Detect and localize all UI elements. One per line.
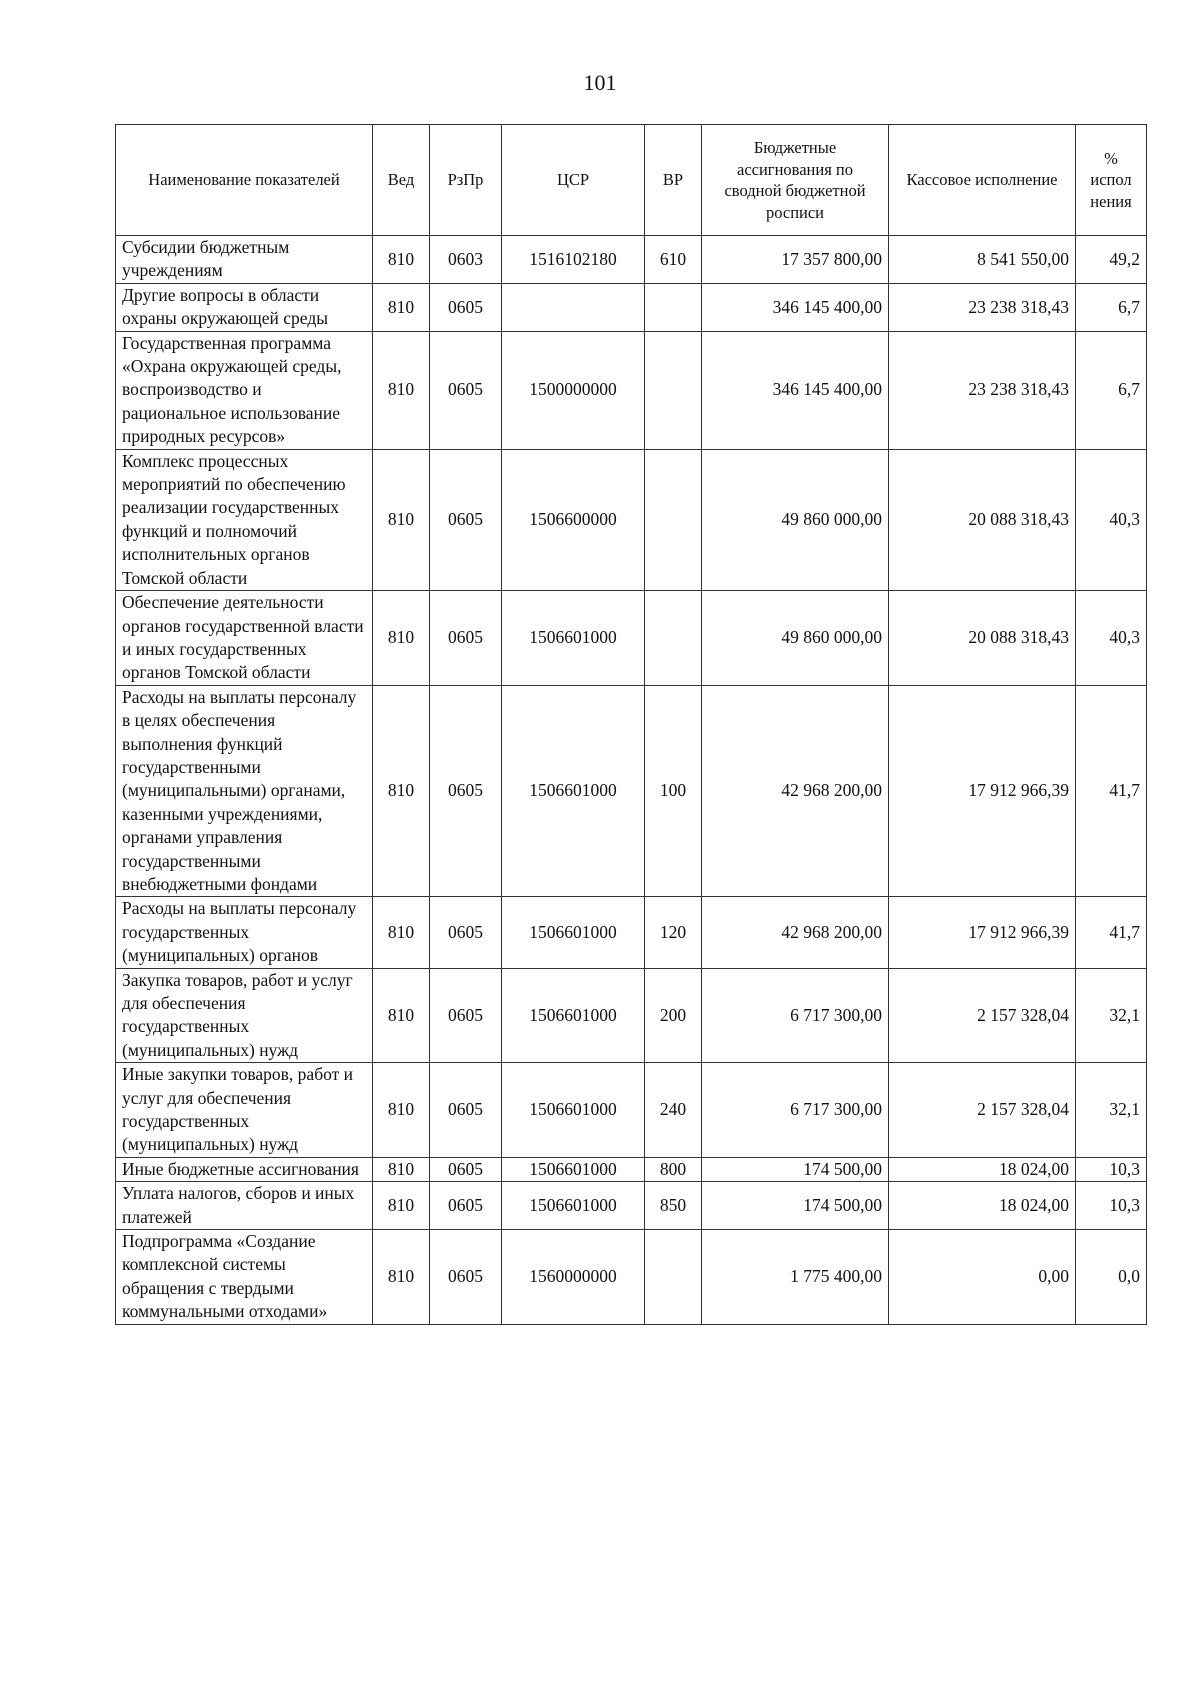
row-percent: 0,0 [1076,1230,1147,1325]
row-vr: 850 [645,1182,702,1230]
table-row [116,236,1147,284]
row-name: Подпрограмма «Создание комплексной системы обращения с твердыми коммунальными отходами» [116,1230,373,1325]
row-vr: 610 [645,236,702,284]
table-row [116,685,1147,897]
header-name: Наименование показателей [116,125,373,236]
table-row [116,449,1147,590]
row-cash: 20 088 318,43 [889,591,1076,686]
row-ved: 810 [373,591,430,686]
row-ved: 810 [373,1182,430,1230]
header-vr: ВР [645,125,702,236]
row-vr: 100 [645,685,702,897]
row-budget: 42 968 200,00 [702,897,889,968]
row-csr: 1506600000 [502,449,645,590]
row-rzpr: 0605 [430,591,502,686]
row-vr: 120 [645,897,702,968]
row-rzpr: 0605 [430,449,502,590]
row-rzpr: 0605 [430,1157,502,1181]
row-rzpr: 0605 [430,968,502,1063]
row-rzpr: 0605 [430,1063,502,1158]
table-row [116,1157,1147,1181]
row-budget: 174 500,00 [702,1182,889,1230]
row-csr: 1560000000 [502,1230,645,1325]
row-percent: 10,3 [1076,1157,1147,1181]
row-csr: 1506601000 [502,1063,645,1158]
header-csr: ЦСР [502,125,645,236]
row-csr: 1500000000 [502,331,645,449]
row-name: Уплата налогов, сборов и иных платежей [116,1182,373,1230]
row-rzpr: 0605 [430,897,502,968]
row-vr [645,283,702,331]
row-vr [645,331,702,449]
table-row [116,331,1147,449]
row-ved: 810 [373,1230,430,1325]
row-budget: 174 500,00 [702,1157,889,1181]
header-budget: Бюджетные ассигнования по сводной бюджетной росписи [702,125,889,236]
table-row [116,1182,1147,1230]
page-number: 101 [583,70,617,95]
row-cash: 8 541 550,00 [889,236,1076,284]
row-csr [502,283,645,331]
row-budget: 1 775 400,00 [702,1230,889,1325]
header-cash: Кассовое исполнение [889,125,1076,236]
row-percent: 40,3 [1076,449,1147,590]
row-name: Другие вопросы в области охраны окружающей среды [116,283,373,331]
row-budget: 49 860 000,00 [702,591,889,686]
row-percent: 32,1 [1076,968,1147,1063]
row-vr: 200 [645,968,702,1063]
header-ved: Вед [373,125,430,236]
table-row [116,1063,1147,1158]
row-csr: 1506601000 [502,591,645,686]
row-percent: 6,7 [1076,283,1147,331]
row-ved: 810 [373,449,430,590]
row-budget: 6 717 300,00 [702,968,889,1063]
header-percent: % испол нения [1076,125,1147,236]
row-budget: 17 357 800,00 [702,236,889,284]
row-cash: 23 238 318,43 [889,331,1076,449]
table-header-row [116,125,1147,236]
row-ved: 810 [373,283,430,331]
row-name: Расходы на выплаты персоналу в целях обеспечения выполнения функций государственными (муниципальными) органами, казенными учреждениями, органами управления государственными внебюджетными фондами [116,685,373,897]
row-csr: 1516102180 [502,236,645,284]
row-name: Иные закупки товаров, работ и услуг для обеспечения государственных (муниципальных) нужд [116,1063,373,1158]
row-budget: 346 145 400,00 [702,331,889,449]
row-percent: 32,1 [1076,1063,1147,1158]
row-cash: 18 024,00 [889,1157,1076,1181]
row-csr: 1506601000 [502,1182,645,1230]
row-ved: 810 [373,968,430,1063]
row-cash: 2 157 328,04 [889,1063,1076,1158]
row-name: Обеспечение деятельности органов государственной власти и иных государственных органов Томской области [116,591,373,686]
row-csr: 1506601000 [502,897,645,968]
row-percent: 10,3 [1076,1182,1147,1230]
row-vr: 240 [645,1063,702,1158]
row-cash: 20 088 318,43 [889,449,1076,590]
row-rzpr: 0605 [430,283,502,331]
row-budget: 6 717 300,00 [702,1063,889,1158]
header-rzpr: РзПр [430,125,502,236]
budget-execution-table [115,124,1147,1325]
row-name: Комплекс процессных мероприятий по обеспечению реализации государственных функций и полномочий исполнительных органов Томской области [116,449,373,590]
row-percent: 49,2 [1076,236,1147,284]
row-name: Расходы на выплаты персоналу государственных (муниципальных) органов [116,897,373,968]
row-rzpr: 0605 [430,331,502,449]
row-cash: 17 912 966,39 [889,897,1076,968]
row-rzpr: 0603 [430,236,502,284]
table-row [116,1230,1147,1325]
row-percent: 40,3 [1076,591,1147,686]
row-csr: 1506601000 [502,1157,645,1181]
row-cash: 18 024,00 [889,1182,1076,1230]
row-rzpr: 0605 [430,1230,502,1325]
row-budget: 42 968 200,00 [702,685,889,897]
row-budget: 346 145 400,00 [702,283,889,331]
row-cash: 0,00 [889,1230,1076,1325]
row-ved: 810 [373,236,430,284]
row-ved: 810 [373,685,430,897]
row-vr [645,1230,702,1325]
row-ved: 810 [373,897,430,968]
row-ved: 810 [373,1157,430,1181]
row-vr: 800 [645,1157,702,1181]
row-name: Субсидии бюджетным учреждениям [116,236,373,284]
row-vr [645,591,702,686]
row-percent: 6,7 [1076,331,1147,449]
row-ved: 810 [373,1063,430,1158]
row-cash: 2 157 328,04 [889,968,1076,1063]
row-rzpr: 0605 [430,1182,502,1230]
row-name: Закупка товаров, работ и услуг для обеспечения государственных (муниципальных) нужд [116,968,373,1063]
table-row [116,591,1147,686]
table-row [116,897,1147,968]
row-cash: 17 912 966,39 [889,685,1076,897]
row-vr [645,449,702,590]
row-percent: 41,7 [1076,685,1147,897]
row-name: Иные бюджетные ассигнования [116,1157,373,1181]
row-name: Государственная программа «Охрана окружающей среды, воспроизводство и рациональное использование природных ресурсов» [116,331,373,449]
row-rzpr: 0605 [430,685,502,897]
row-csr: 1506601000 [502,685,645,897]
table-row [116,968,1147,1063]
table-row [116,283,1147,331]
row-cash: 23 238 318,43 [889,283,1076,331]
row-ved: 810 [373,331,430,449]
row-csr: 1506601000 [502,968,645,1063]
row-percent: 41,7 [1076,897,1147,968]
row-budget: 49 860 000,00 [702,449,889,590]
